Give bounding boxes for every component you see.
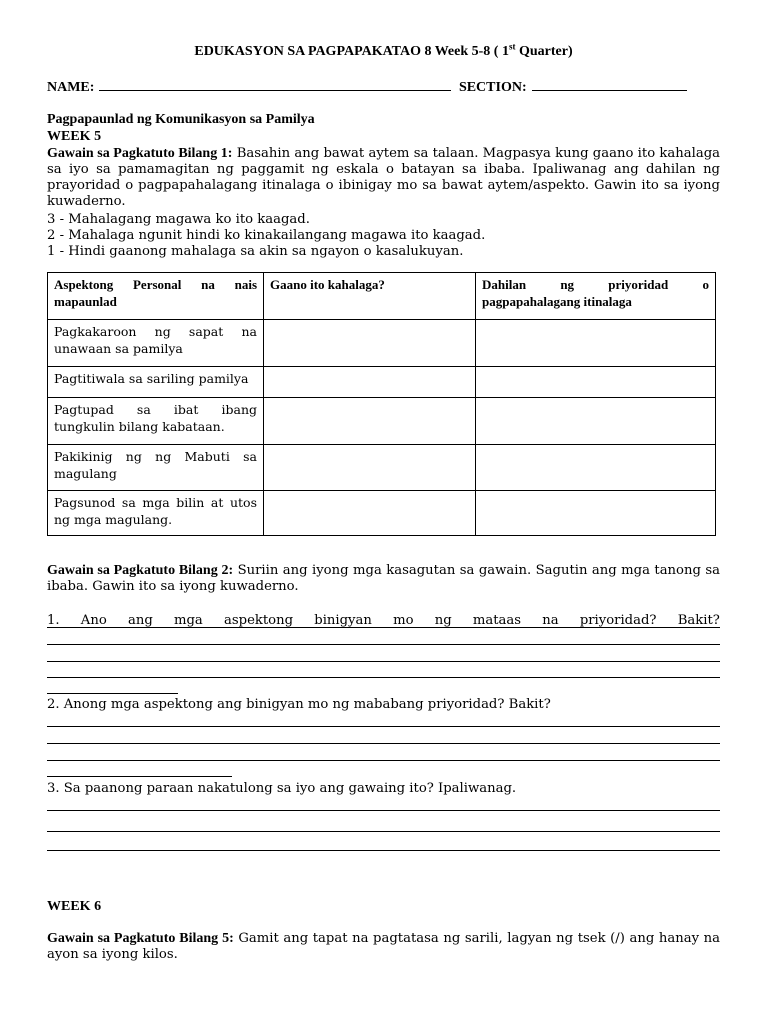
importance-cell[interactable]: [264, 491, 476, 536]
aspect-cell: Pakikinig ng ng Mabuti sa magulang: [48, 445, 264, 491]
reason-cell[interactable]: [476, 367, 716, 398]
reason-cell[interactable]: [476, 445, 716, 491]
scale-item-2: 2 - Mahalaga ngunit hindi ko kinakailangang magawa ito kaagad.: [47, 228, 486, 243]
answer-line[interactable]: [47, 644, 720, 645]
answer-line[interactable]: [47, 693, 178, 694]
answer-line[interactable]: [47, 810, 720, 811]
aspect-cell: Pagsunod sa mga bilin at utos ng mga magulang.: [48, 491, 264, 536]
importance-cell[interactable]: [264, 445, 476, 491]
activity1-text: Basahin ang bawat aytem sa talaan. Magpasya kung gaano ito kahalaga sa iyo sa pamamagitan ng paggamit ng eskala o batayan sa ibaba. Ipaliwanag ang dahilan ng prayoridad o pagpapahalagang itinalaga o ibinigay mo sa bawat aytem/aspekto. Gawin ito sa iyong kuwaderno.: [47, 146, 721, 209]
week5-label: WEEK 5: [47, 129, 102, 144]
activity2-instructions: [47, 563, 720, 595]
aspect-cell: Pagtupad sa ibat ibang tungkulin bilang kabataan.: [48, 398, 264, 445]
answer-line[interactable]: [47, 677, 720, 678]
reason-cell[interactable]: [476, 398, 716, 445]
name-blank[interactable]: [99, 78, 451, 91]
activity5-label: Gawain sa Pagkatuto Bilang 5:: [47, 931, 234, 946]
answer-line[interactable]: [47, 661, 720, 662]
question-2: 2. Anong mga aspektong ang binigyan mo ng mababang priyoridad? Bakit?: [47, 697, 551, 712]
topic-heading: Pagpapaunlad ng Komunikasyon sa Pamilya: [47, 112, 315, 127]
answer-line[interactable]: [47, 726, 720, 727]
table-row: [48, 398, 716, 445]
aspect-table: [47, 272, 716, 536]
table-header-row: [48, 273, 716, 320]
activity2-label: Gawain sa Pagkatuto Bilang 2:: [47, 563, 234, 578]
question-1: 1. Ano ang mga aspektong binigyan mo ng mataas na priyoridad? Bakit?: [47, 613, 720, 628]
aspect-cell: Pagkakaroon ng sapat na unawaan sa pamilya: [48, 320, 264, 367]
table-header-importance: Gaano ito kahalaga?: [264, 273, 476, 320]
reason-cell[interactable]: [476, 320, 716, 367]
activity1-label: Gawain sa Pagkatuto Bilang 1:: [47, 146, 233, 161]
activity1-instructions: [47, 146, 720, 210]
aspect-cell: Pagtitiwala sa sariling pamilya: [48, 367, 264, 398]
table-row: [48, 491, 716, 536]
table-row: [48, 367, 716, 398]
name-label: NAME:: [47, 80, 95, 95]
section-label: SECTION:: [458, 80, 527, 95]
activity2-text: Suriin ang iyong mga kasagutan sa gawain. Sagutin ang mga tanong sa ibaba. Gawin ito sa iyong kuwaderno.: [47, 563, 720, 594]
answer-line[interactable]: [47, 743, 720, 744]
scale-item-3: 3 - Mahalagang magawa ko ito kaagad.: [47, 212, 310, 227]
answer-line[interactable]: [47, 627, 720, 628]
page-title: EDUKASYON SA PAGPAPAKATAO 8 Week 5-8 ( 1st Quarter): [194, 41, 573, 59]
importance-cell[interactable]: [264, 398, 476, 445]
reason-cell[interactable]: [476, 491, 716, 536]
question-3: 3. Sa paanong paraan nakatulong sa iyo ang gawaing ito? Ipaliwanag.: [47, 781, 517, 796]
table-header-reason: Dahilan ng priyoridad o pagpapahalagang itinalaga: [476, 273, 716, 320]
answer-line[interactable]: [47, 850, 720, 851]
table-header-aspect: Aspektong Personal na nais mapaunlad: [48, 273, 264, 320]
importance-cell[interactable]: [264, 367, 476, 398]
activity5-instructions: [47, 931, 720, 963]
table-row: [48, 320, 716, 367]
importance-cell[interactable]: [264, 320, 476, 367]
scale-item-1: 1 - Hindi gaanong mahalaga sa akin sa ngayon o kasalukuyan.: [47, 244, 464, 259]
section-blank[interactable]: [532, 78, 687, 91]
name-section-line: [47, 78, 720, 96]
activity5-text: Gamit ang tapat na pagtatasa ng sarili, lagyan ng tsek (/) ang hanay na ayon sa iyong kilos.: [47, 931, 720, 962]
answer-line[interactable]: [47, 776, 232, 777]
answer-line[interactable]: [47, 831, 720, 832]
table-row: [48, 445, 716, 491]
week6-label: WEEK 6: [47, 899, 102, 914]
answer-line[interactable]: [47, 760, 720, 761]
rating-scale: [47, 212, 720, 260]
